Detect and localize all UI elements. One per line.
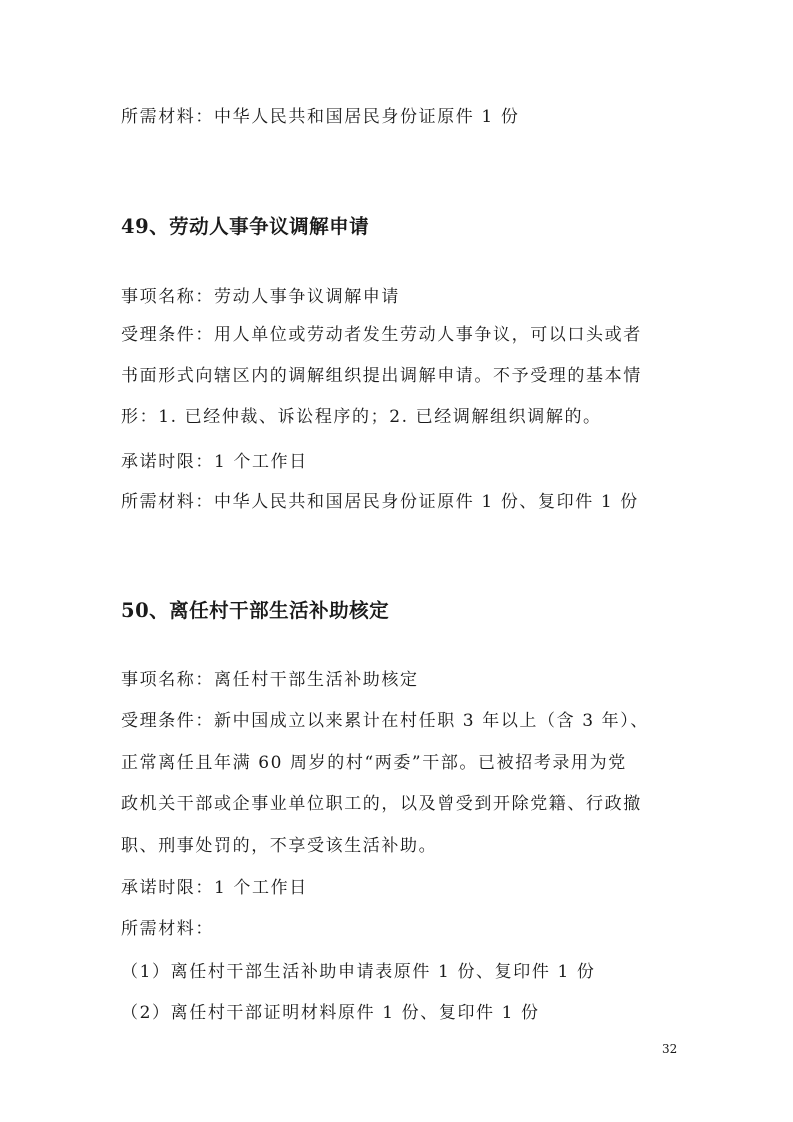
section-50-condition-line: 受理条件：新中国成立以来累计在村任职 3 年以上（含 3 年）、	[121, 711, 649, 731]
section-49-condition-line: 形：1. 已经仲裁、诉讼程序的；2. 已经调解组织调解的。	[121, 407, 602, 427]
section-49-materials: 所需材料：中华人民共和国居民身份证原件 1 份、复印件 1 份	[121, 492, 639, 512]
section-50-materials-label: 所需材料：	[121, 919, 214, 939]
section-50-condition-line: 正常离任且年满 60 周岁的村“两委”干部。已被招考录用为党	[121, 753, 627, 773]
page-number: 32	[662, 1042, 678, 1056]
section-50-condition-line: 政机关干部或企事业单位职工的，以及曾受到开除党籍、行政撤	[121, 794, 642, 814]
section-50-condition-line: 职、刑事处罚的，不享受该生活补助。	[121, 836, 438, 856]
section-49-condition-line: 书面形式向辖区内的调解组织提出调解申请。不予受理的基本情	[121, 366, 642, 386]
section-50-time-limit: 承诺时限：1 个工作日	[121, 878, 308, 898]
section-50-item-name: 事项名称：离任村干部生活补助核定	[121, 670, 419, 690]
intro-materials: 所需材料：中华人民共和国居民身份证原件 1 份	[121, 107, 520, 127]
section-49-time-limit: 承诺时限：1 个工作日	[121, 452, 308, 472]
section-50-materials-item: （2）离任村干部证明材料原件 1 份、复印件 1 份	[121, 1003, 540, 1023]
section-50-heading: 50、离任村干部生活补助核定	[121, 599, 390, 622]
section-50-materials-item: （1）离任村干部生活补助申请表原件 1 份、复印件 1 份	[121, 962, 596, 982]
section-49-item-name: 事项名称：劳动人事争议调解申请	[121, 287, 400, 307]
section-49-condition-line: 受理条件：用人单位或劳动者发生劳动人事争议，可以口头或者	[121, 325, 642, 345]
section-49-heading: 49、劳动人事争议调解申请	[121, 215, 370, 238]
